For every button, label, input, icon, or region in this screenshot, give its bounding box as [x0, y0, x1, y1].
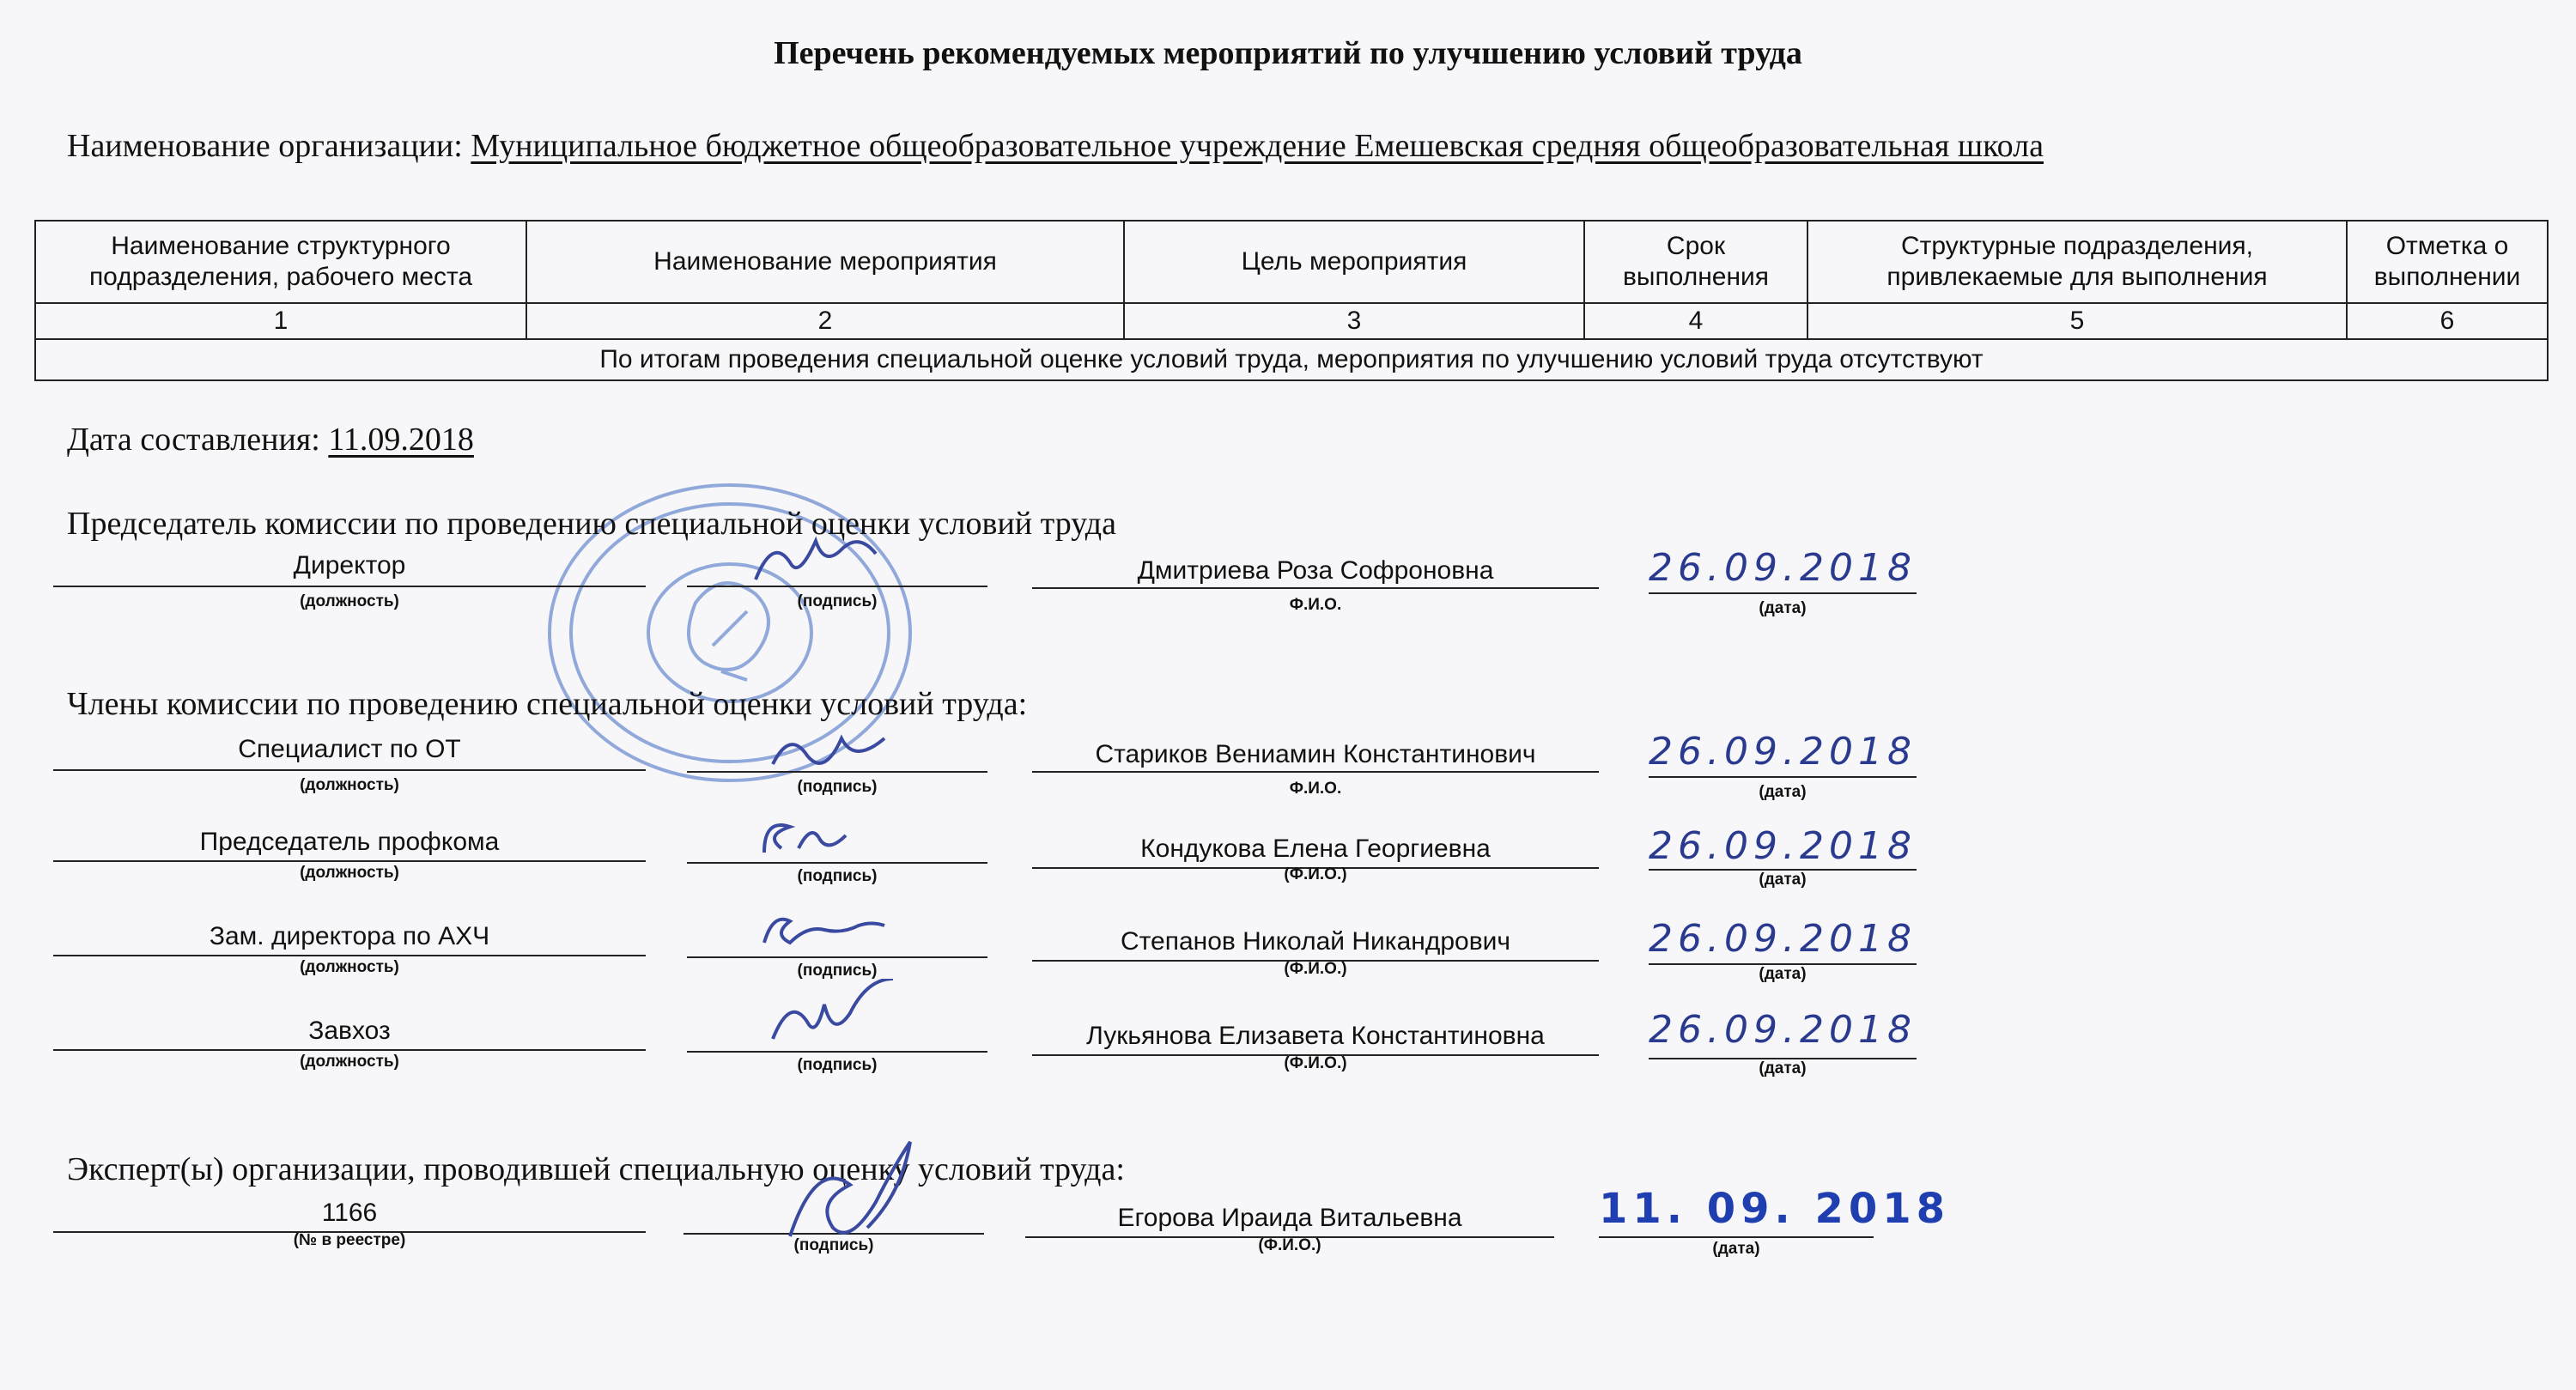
column-number: 1	[35, 303, 526, 339]
member-position: Председатель профкома	[199, 828, 500, 856]
member-date: 26.09.2018	[1649, 917, 1917, 961]
expert-heading: Эксперт(ы) организации, проводившей специальную оценку условий труда:	[67, 1151, 1125, 1187]
column-number: 2	[526, 303, 1124, 339]
member-name: Стариков Вениамин Константинович	[1095, 740, 1536, 768]
chair-signature	[747, 528, 919, 597]
table-note: По итогам проведения специальной оценке условий труда, мероприятия по улучшению условий труда отсутствуют	[35, 339, 2548, 380]
name-caption: Ф.И.О.	[1289, 596, 1342, 614]
expert-date: 11. 09. 2018	[1599, 1185, 1951, 1233]
date-caption: (дата)	[1712, 1240, 1760, 1258]
table-note-row	[35, 339, 2548, 380]
header-cell: Цель мероприятия	[1124, 221, 1584, 303]
column-number: 4	[1584, 303, 1807, 339]
signature-caption: (подпись)	[797, 592, 878, 610]
member-name: Кондукова Елена Георгиевна	[1140, 835, 1491, 863]
date-value: 11.09.2018	[328, 422, 474, 458]
date-caption: (дата)	[1759, 783, 1807, 801]
date-label: Дата составления:	[67, 422, 320, 458]
header-cell: Отметка о выполнении	[2347, 221, 2548, 303]
name-caption: (Ф.И.О.)	[1284, 1054, 1347, 1072]
name-caption: Ф.И.О.	[1289, 780, 1342, 798]
date-caption: (дата)	[1759, 871, 1807, 889]
table-header-row	[35, 221, 2548, 303]
page-title: Перечень рекомендуемых мероприятий по улучшению условий труда	[774, 35, 1802, 71]
members-heading: Члены комиссии по проведению специальной оценки условий труда:	[67, 686, 1028, 722]
table-number-row	[35, 303, 2548, 339]
organization-line	[67, 127, 2044, 165]
member-position: Завхоз	[308, 1017, 391, 1045]
position-caption: (должность)	[300, 958, 399, 976]
position-caption: (должность)	[300, 864, 399, 882]
member-date: 26.09.2018	[1649, 1008, 1917, 1052]
chair-name: Дмитриева Роза Софроновна	[1137, 556, 1494, 585]
member-position: Зам. директора по АХЧ	[209, 922, 490, 950]
member-date: 26.09.2018	[1649, 824, 1917, 868]
header-cell: Срок выполнения	[1584, 221, 1807, 303]
column-number: 3	[1124, 303, 1584, 339]
signature-caption: (подпись)	[793, 1236, 874, 1254]
chair-date: 26.09.2018	[1649, 546, 1917, 590]
measures-table	[34, 220, 2549, 381]
member-signature	[764, 721, 902, 781]
signature-caption: (подпись)	[797, 867, 878, 885]
signature-caption: (подпись)	[797, 962, 878, 980]
member-signature	[756, 979, 910, 1056]
column-number: 5	[1807, 303, 2347, 339]
date-caption: (дата)	[1759, 965, 1807, 983]
signature-caption: (подпись)	[797, 1056, 878, 1074]
member-signature	[747, 814, 850, 865]
date-caption: (дата)	[1759, 1059, 1807, 1077]
column-number: 6	[2347, 303, 2548, 339]
member-name: Лукьянова Елизавета Константиновна	[1086, 1022, 1545, 1050]
registry-caption: (№ в реестре)	[293, 1231, 406, 1249]
chair-heading: Председатель комиссии по проведению специальной оценки условий труда	[67, 506, 1116, 542]
date-line	[67, 421, 474, 458]
member-signature	[747, 908, 902, 960]
name-caption: (Ф.И.О.)	[1258, 1236, 1321, 1254]
date-caption: (дата)	[1759, 599, 1807, 617]
position-caption: (должность)	[300, 592, 399, 610]
member-position: Специалист по ОТ	[238, 735, 461, 763]
header-cell: Структурные подразделения, привлекаемые для выполнения	[1807, 221, 2347, 303]
name-caption: (Ф.И.О.)	[1284, 865, 1347, 883]
header-cell: Наименование структурного подразделения, рабочего места	[35, 221, 526, 303]
signature-caption: (подпись)	[797, 778, 878, 796]
organization-name: Муниципальное бюджетное общеобразовательное учреждение Емешевская средняя общеобразовательная школа	[471, 128, 2044, 164]
organization-label: Наименование организации:	[67, 128, 463, 164]
header-cell: Наименование мероприятия	[526, 221, 1124, 303]
expert-name: Егорова Ираида Витальевна	[1117, 1204, 1462, 1232]
member-name: Степанов Николай Никандрович	[1120, 927, 1511, 956]
member-date: 26.09.2018	[1649, 730, 1917, 774]
position-caption: (должность)	[300, 1053, 399, 1071]
position-caption: (должность)	[300, 776, 399, 794]
name-caption: (Ф.И.О.)	[1284, 960, 1347, 978]
chair-position: Директор	[293, 551, 406, 580]
expert-registry-number: 1166	[321, 1199, 378, 1227]
